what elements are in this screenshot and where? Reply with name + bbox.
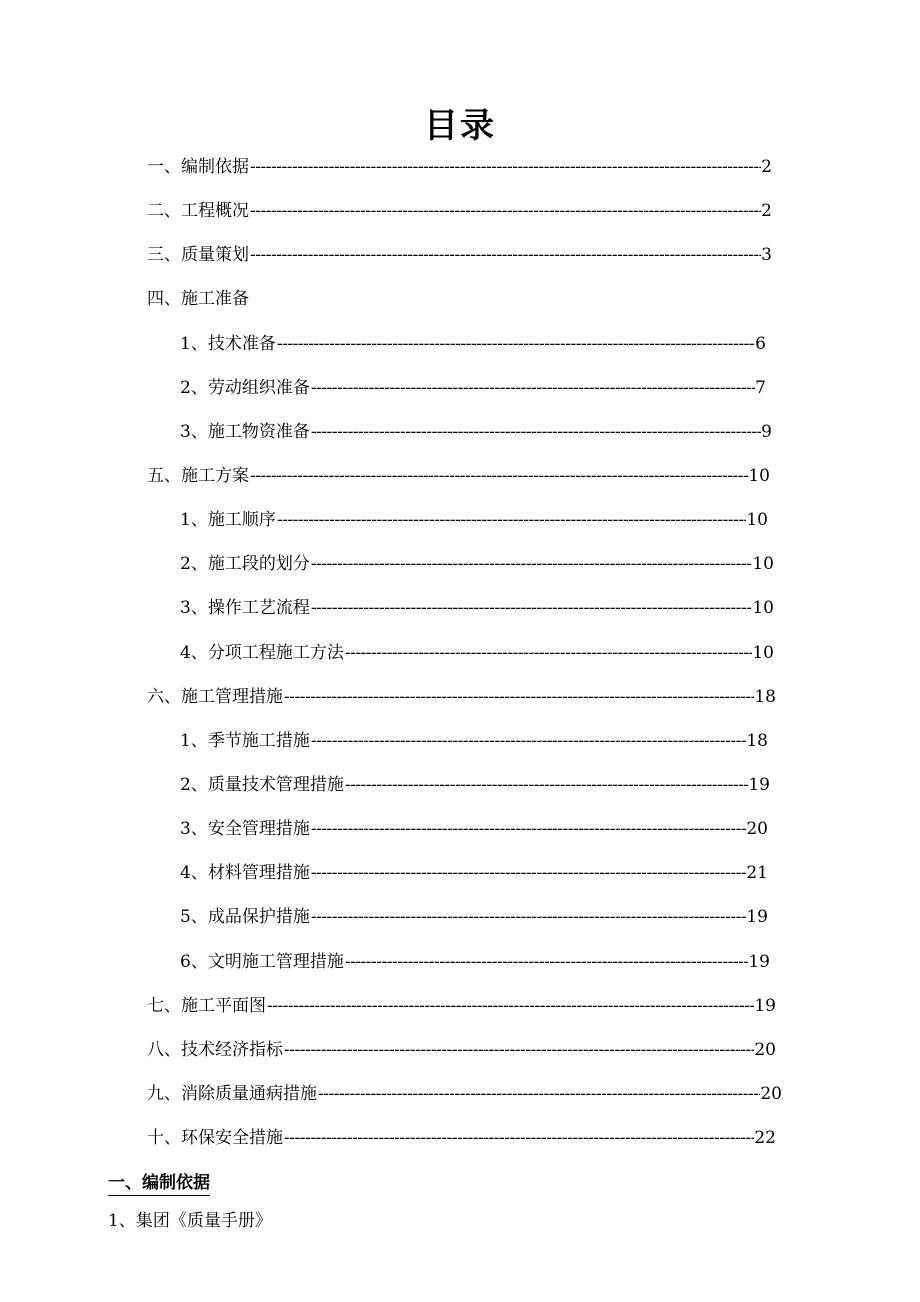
toc-leader [277, 331, 755, 357]
toc-entry-label: 5、成品保护措施 [180, 907, 310, 927]
toc-entry[interactable] [180, 507, 768, 533]
toc-page-number: 10 [752, 643, 774, 663]
section-heading [108, 1168, 210, 1196]
toc-page-number: 21 [746, 863, 768, 883]
toc-entry-label: 二、工程概况 [147, 201, 249, 221]
toc-leader [311, 816, 747, 842]
toc-entry-label: 2、质量技术管理措施 [180, 775, 344, 795]
toc-entry-label: 2、劳动组织准备 [180, 378, 310, 398]
toc-entry-label: 4、材料管理措施 [180, 863, 310, 883]
toc-leader [250, 154, 761, 180]
toc-entry[interactable] [147, 1125, 776, 1151]
toc-entry[interactable] [147, 154, 772, 180]
toc-leader [345, 772, 749, 798]
toc-page-number: 18 [746, 731, 768, 751]
toc-leader [284, 1125, 754, 1151]
toc-page-number: 20 [760, 1084, 782, 1104]
toc-page-number: 9 [761, 422, 772, 442]
toc-entry[interactable] [180, 772, 770, 798]
toc-entry[interactable] [180, 595, 774, 621]
toc-entry-label: 3、操作工艺流程 [180, 598, 310, 618]
toc-page-number: 20 [754, 1040, 776, 1060]
toc-page-number: 2 [761, 201, 772, 221]
toc-entry-label: 五、施工方案 [147, 466, 249, 486]
toc-leader [250, 463, 748, 489]
toc-entry[interactable] [180, 375, 766, 401]
toc-entry[interactable] [147, 242, 772, 268]
toc-leader [311, 904, 747, 930]
toc-title: 目录 [424, 106, 496, 146]
toc-page-number: 19 [748, 775, 770, 795]
toc-entry[interactable] [180, 860, 768, 886]
toc-entry-label: 4、分项工程施工方法 [180, 643, 344, 663]
toc-entry-label: 三、质量策划 [147, 245, 249, 265]
toc-leader [284, 684, 754, 710]
toc-leader [311, 419, 761, 445]
toc-page-number: 18 [754, 687, 776, 707]
toc-entry[interactable] [147, 684, 776, 710]
toc-entry[interactable] [147, 198, 772, 224]
section-heading-text: 一、编制依据 [108, 1173, 210, 1193]
toc-entry-label: 四、施工准备 [147, 289, 249, 309]
toc-entry-label: 3、施工物资准备 [180, 422, 310, 442]
body-paragraph: 1、集团《质量手册》 [108, 1211, 272, 1231]
toc-page-number: 6 [755, 334, 766, 354]
toc-page-number: 19 [746, 907, 768, 927]
toc-entry[interactable] [180, 904, 768, 930]
toc-leader [277, 507, 747, 533]
toc-entry-label: 2、施工段的划分 [180, 554, 310, 574]
toc-page-number: 10 [748, 466, 770, 486]
toc-entry[interactable] [147, 1081, 782, 1107]
toc-entry-label: 1、技术准备 [180, 334, 276, 354]
toc-entry-label: 1、施工顺序 [180, 510, 276, 530]
toc-entry[interactable] [180, 331, 766, 357]
toc-leader [345, 640, 753, 666]
toc-leader [311, 375, 755, 401]
toc-entry[interactable] [147, 286, 249, 312]
toc-page-number: 10 [746, 510, 768, 530]
toc-leader [311, 860, 747, 886]
toc-entry[interactable] [180, 640, 774, 666]
toc-entry-label: 一、编制依据 [147, 157, 249, 177]
toc-entry-label: 3、安全管理措施 [180, 819, 310, 839]
toc-entry-label: 十、环保安全措施 [147, 1128, 283, 1148]
toc-page-number: 20 [746, 819, 768, 839]
toc-entry[interactable] [180, 419, 772, 445]
toc-leader [311, 551, 753, 577]
toc-entry[interactable] [180, 949, 770, 975]
toc-page-number: 19 [748, 952, 770, 972]
toc-entry-label: 九、消除质量通病措施 [147, 1084, 317, 1104]
toc-leader [345, 949, 749, 975]
toc-entry[interactable] [180, 728, 768, 754]
toc-entry[interactable] [180, 551, 774, 577]
toc-entry-label: 1、季节施工措施 [180, 731, 310, 751]
toc-leader [250, 242, 761, 268]
toc-entry[interactable] [147, 1037, 776, 1063]
toc-entry-label: 六、施工管理措施 [147, 687, 283, 707]
toc-page-number: 10 [752, 598, 774, 618]
toc-leader [311, 728, 747, 754]
toc-leader [250, 198, 761, 224]
toc-page-number: 22 [754, 1128, 776, 1148]
toc-page-number: 19 [754, 996, 776, 1016]
toc-entry[interactable] [147, 993, 776, 1019]
toc-page-number: 10 [752, 554, 774, 574]
toc-leader [311, 595, 753, 621]
toc-entry[interactable] [180, 816, 768, 842]
toc-page-number: 3 [761, 245, 772, 265]
toc-entry-label: 七、施工平面图 [147, 996, 266, 1016]
toc-page-number: 2 [761, 157, 772, 177]
toc-entry-label: 八、技术经济指标 [147, 1040, 283, 1060]
toc-leader [318, 1081, 760, 1107]
toc-entry-label: 6、文明施工管理措施 [180, 952, 344, 972]
toc-entry[interactable] [147, 463, 770, 489]
toc-leader [267, 993, 754, 1019]
toc-leader [284, 1037, 754, 1063]
toc-page-number: 7 [755, 378, 766, 398]
